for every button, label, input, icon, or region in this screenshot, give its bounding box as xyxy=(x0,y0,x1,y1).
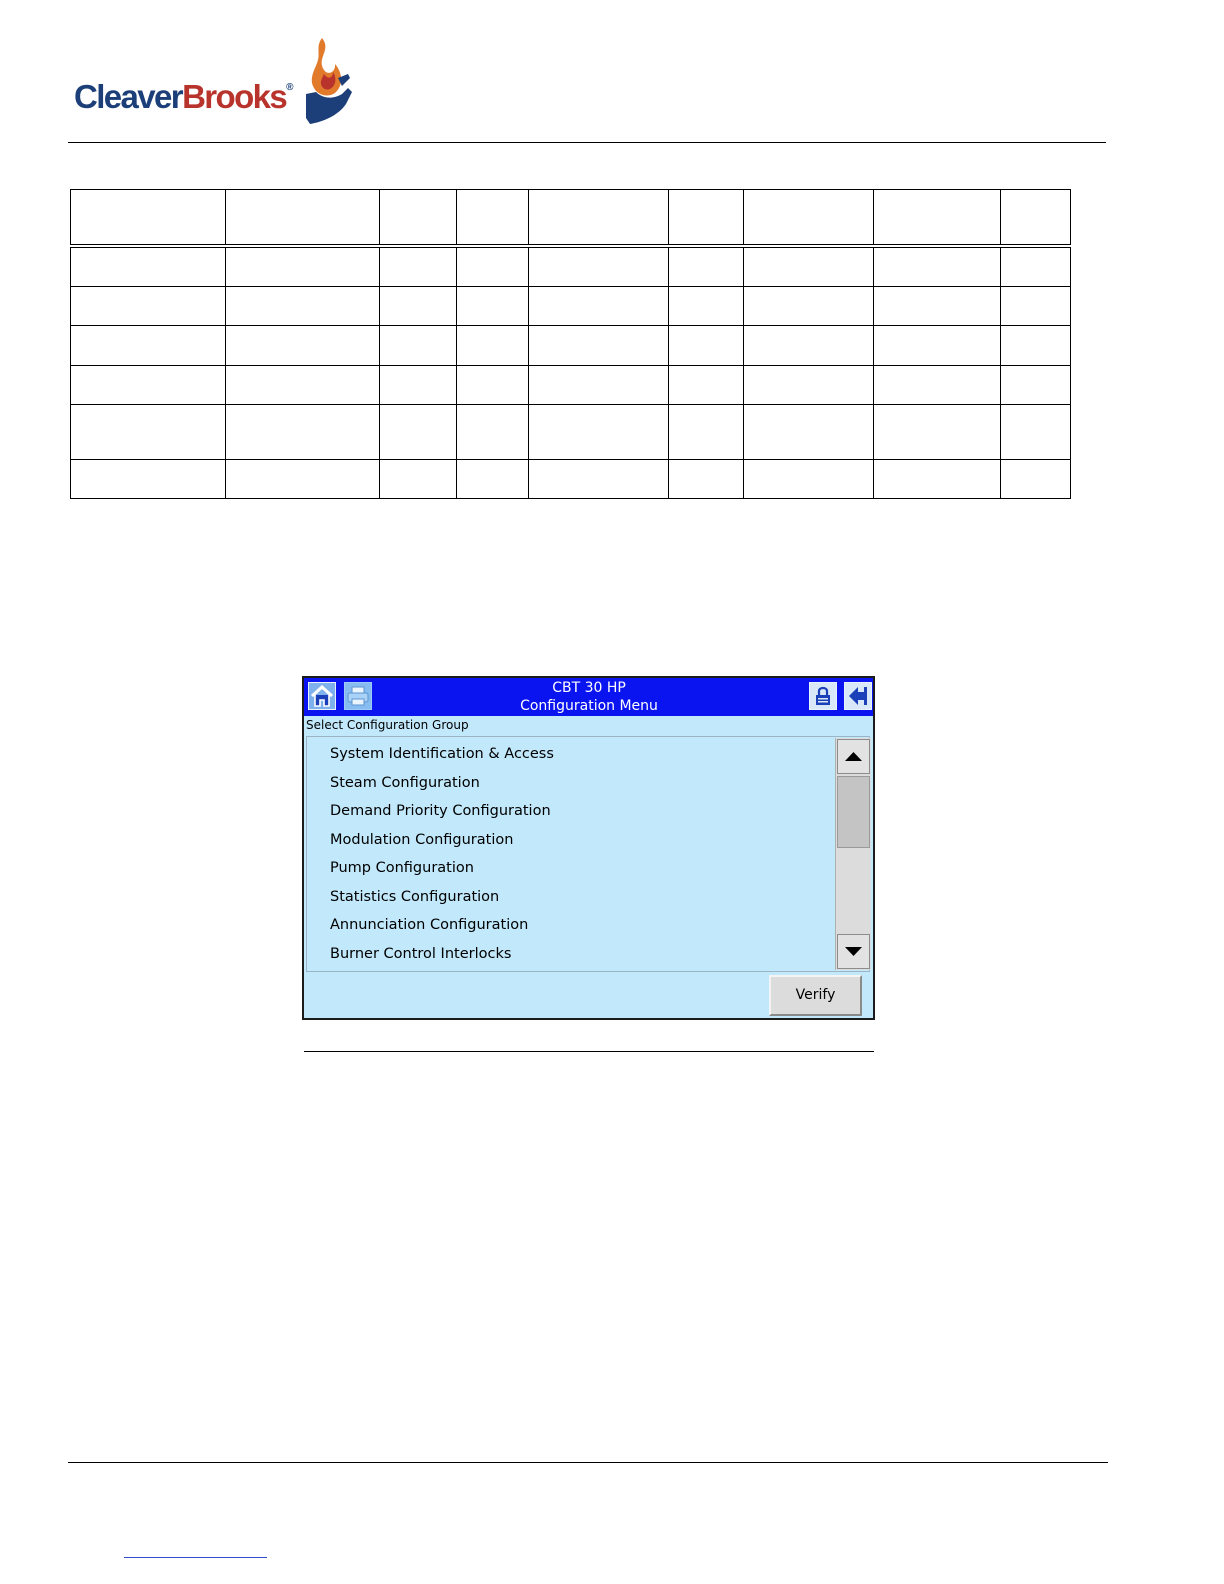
table-cell xyxy=(744,459,874,498)
lock-button[interactable] xyxy=(809,682,837,710)
table-cell xyxy=(380,404,457,459)
table-cell xyxy=(457,459,529,498)
table-cell xyxy=(669,287,744,326)
figure-divider xyxy=(304,1051,874,1052)
configuration-group-list xyxy=(306,736,870,972)
table-cell xyxy=(380,459,457,498)
back-button[interactable] xyxy=(844,682,872,710)
table-cell xyxy=(529,190,669,247)
table-cell xyxy=(457,365,529,404)
footer-link-underline[interactable] xyxy=(124,1557,267,1558)
hmi-title-screen: Configuration Menu xyxy=(520,698,658,714)
registered-mark: ® xyxy=(286,82,294,93)
table-cell xyxy=(669,246,744,287)
table-cell xyxy=(529,246,669,287)
list-item[interactable]: Burner Control Interlocks xyxy=(330,946,512,962)
table-row xyxy=(71,246,1071,287)
logo-word-cleaver: Cleaver xyxy=(74,78,183,115)
list-item[interactable]: System Identification & Access xyxy=(330,746,554,762)
scroll-thumb[interactable] xyxy=(837,776,870,848)
table-cell xyxy=(744,287,874,326)
verify-button[interactable]: Verify xyxy=(769,975,862,1016)
list-item[interactable]: Modulation Configuration xyxy=(330,832,514,848)
table-cell xyxy=(1001,459,1071,498)
list-item[interactable]: Annunciation Configuration xyxy=(330,917,529,933)
table-cell xyxy=(1001,365,1071,404)
table-cell xyxy=(226,246,380,287)
table-cell xyxy=(1001,190,1071,247)
table-cell xyxy=(1001,287,1071,326)
table-cell xyxy=(744,190,874,247)
flame-hand-icon xyxy=(302,34,354,124)
table-cell xyxy=(457,326,529,365)
table-cell xyxy=(226,404,380,459)
table-cell xyxy=(226,326,380,365)
table-cell xyxy=(380,246,457,287)
table-cell xyxy=(874,326,1001,365)
table-cell xyxy=(529,326,669,365)
table-cell xyxy=(226,190,380,247)
table-cell xyxy=(226,365,380,404)
hmi-title-bar xyxy=(304,678,873,716)
table-row xyxy=(71,287,1071,326)
table-cell xyxy=(226,459,380,498)
table-cell xyxy=(669,404,744,459)
list-item[interactable]: Statistics Configuration xyxy=(330,889,500,905)
logo-wordmark xyxy=(74,68,294,117)
list-item[interactable]: Pump Configuration xyxy=(330,860,474,876)
specification-table xyxy=(70,189,1071,499)
table-cell xyxy=(71,404,226,459)
cleaverbrooks-logo xyxy=(74,34,364,126)
table-cell xyxy=(874,246,1001,287)
home-icon xyxy=(309,683,335,709)
table-cell xyxy=(744,246,874,287)
down-arrow-icon xyxy=(838,935,869,968)
table-cell xyxy=(71,246,226,287)
table-cell xyxy=(71,365,226,404)
table-cell xyxy=(457,404,529,459)
table-cell xyxy=(380,326,457,365)
table-cell xyxy=(744,326,874,365)
table-cell xyxy=(380,287,457,326)
table-row xyxy=(71,459,1071,498)
table-cell xyxy=(744,404,874,459)
logo-word-brooks: Brooks xyxy=(182,78,287,115)
table-cell xyxy=(1001,246,1071,287)
list-item[interactable]: Steam Configuration xyxy=(330,775,480,791)
table-cell xyxy=(71,459,226,498)
scroll-down-button[interactable] xyxy=(837,934,870,969)
table-cell xyxy=(529,404,669,459)
select-group-label: Select Configuration Group xyxy=(306,718,469,732)
table-row xyxy=(71,365,1071,404)
table-cell xyxy=(71,326,226,365)
table-cell xyxy=(1001,326,1071,365)
table-row xyxy=(71,404,1071,459)
table-cell xyxy=(380,365,457,404)
scroll-up-button[interactable] xyxy=(837,739,870,774)
print-button[interactable] xyxy=(344,682,372,710)
table-row xyxy=(71,326,1071,365)
table-cell xyxy=(669,190,744,247)
table-cell xyxy=(71,190,226,247)
table-cell xyxy=(669,459,744,498)
list-item[interactable]: Demand Priority Configuration xyxy=(330,803,551,819)
table-cell xyxy=(529,365,669,404)
table-cell xyxy=(874,365,1001,404)
table-cell xyxy=(457,287,529,326)
table-cell xyxy=(874,459,1001,498)
list-scrollbar[interactable] xyxy=(835,738,871,970)
table-cell xyxy=(669,326,744,365)
table-cell xyxy=(529,287,669,326)
table-cell xyxy=(669,365,744,404)
footer-divider xyxy=(68,1462,1108,1463)
up-arrow-icon xyxy=(838,740,869,773)
table-cell xyxy=(874,404,1001,459)
printer-icon xyxy=(345,683,371,709)
table-cell xyxy=(744,365,874,404)
header-divider xyxy=(68,142,1106,143)
table-header-row xyxy=(71,190,1071,247)
table-cell xyxy=(71,287,226,326)
lock-icon xyxy=(810,683,836,709)
back-arrow-icon xyxy=(845,683,871,709)
table-cell xyxy=(874,287,1001,326)
table-cell xyxy=(457,190,529,247)
table-cell xyxy=(226,287,380,326)
table-cell xyxy=(457,246,529,287)
table-cell xyxy=(529,459,669,498)
table-cell xyxy=(1001,404,1071,459)
hmi-title-model: CBT 30 HP xyxy=(552,680,626,696)
table-cell xyxy=(380,190,457,247)
table-cell xyxy=(874,190,1001,247)
hmi-configuration-screen xyxy=(302,676,875,1020)
home-button[interactable] xyxy=(308,682,336,710)
